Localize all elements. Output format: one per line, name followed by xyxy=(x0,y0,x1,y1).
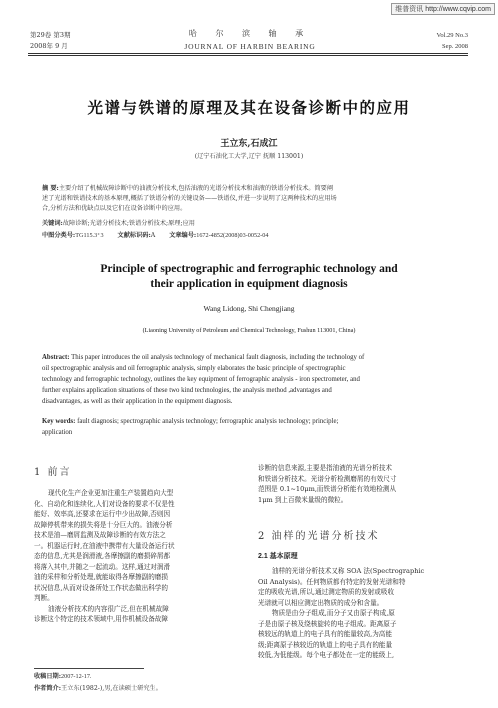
body-line: 化、自动化和连续化,人们对设备的要求不仅是性 xyxy=(34,499,175,508)
header-rule-thin xyxy=(28,55,468,56)
section-2-heading: 2 油样的光谱分析技术 xyxy=(258,531,380,542)
body-line: 油样的光谱分析技术又称 SOA 法(Spectrographic xyxy=(272,567,425,575)
abstract-en-line: further explains application situations of these two kind technologies, the analysis method ,advantages and xyxy=(42,387,332,394)
footnote-received xyxy=(34,672,91,681)
right-column-top xyxy=(258,463,468,505)
abstract-en-label: Abstract: xyxy=(42,354,70,361)
body-line: 一。机器运行时,在油液中携带有大量设备运行状 xyxy=(34,541,175,550)
keywords-cn-label: 关键词: xyxy=(42,220,63,227)
abstract-en-line: disadvantages, as well as their application in the equipment diagnosis. xyxy=(42,398,233,405)
abstract-cn-line: 述了光谱和铁谱技术的基本原理,概括了铁谱分析的关键设备——铁谱仪,并进一步说明了这两种技术的应用场 xyxy=(42,195,337,202)
received-date: 2007-12-17. xyxy=(61,673,92,680)
affiliation-cn: (辽宁石油化工大学,辽宁 抚顺 113001) xyxy=(194,153,304,160)
article-number: 1672-4852(2008)03-0052-04 xyxy=(196,232,269,239)
section-1-heading: 1 前言 xyxy=(34,467,72,478)
watermark: 维普资讯 http://www.cqvip.com xyxy=(391,3,495,15)
subsection-2-1-heading: 2.1 基本原理 xyxy=(258,553,298,560)
body-line: 故障停机带来的损失将是十分巨大的。油液分析 xyxy=(34,520,173,529)
authors-en: Wang Lidong, Shi Chengjiang xyxy=(203,304,295,313)
body-line: 现代化生产企业更加注重生产装置趋向大型 xyxy=(48,489,174,497)
body-line: 1μm 到上百微米量级的微粒。 xyxy=(258,495,348,504)
keywords-en xyxy=(42,416,462,438)
abstract-cn-line: 主要介绍了机械故障诊断中的油液分析技术,包括油液的光谱分析技术和油液的铁谱分析技术。简要阐 xyxy=(58,185,334,192)
body-line: 物质是由分子组成,而分子又由原子构成,原 xyxy=(272,609,395,617)
body-line: 诊断这个特定的技术领域中,用作机械设备故障 xyxy=(34,615,168,623)
title-en-line: their application in equipment diagnosis xyxy=(150,278,348,290)
clc-number: TG115.3⁺3 xyxy=(75,232,104,239)
author-bio: 王立东(1982-),男,在读硕士研究生。 xyxy=(61,685,162,692)
keywords-en-line: fault diagnosis; spectrographic analysis technology; ferrographic analysis technology; principle; xyxy=(77,418,339,425)
classification-line xyxy=(42,231,268,240)
body-line: 判断。 xyxy=(34,594,54,602)
body-line: 范围是 0.1~10μm,而铁谱分析能有效地检测从 xyxy=(258,485,397,493)
body-line: 核较远的轨道上的电子具有的能量较高,为高能 xyxy=(258,630,392,638)
keywords-cn xyxy=(42,219,195,228)
footnote-rule xyxy=(34,668,144,669)
header-rule xyxy=(28,53,468,54)
doc-code-label: 文献标识码: xyxy=(117,232,151,239)
abstract-en xyxy=(42,352,462,407)
subsection-2-1-body xyxy=(258,566,468,661)
body-line: 较低,为低能级。每个电子都处在一定的能级上, xyxy=(258,651,395,659)
doc-code: A xyxy=(150,232,156,239)
issue-info: 第29卷 第3期 xyxy=(30,31,71,39)
body-line: 光谱就可以相应测定出物质的成分和含量。 xyxy=(258,598,384,607)
title-en xyxy=(0,262,498,292)
issue-date-en: Sep. 2008 xyxy=(442,43,468,50)
journal-name-cn: 哈 尔 滨 轴 承 xyxy=(188,29,312,38)
body-line: 技术是油—磨屑监测及故障诊断的有效方法之 xyxy=(34,531,166,539)
abstract-en-line: oil spectrographic analysis and oil ferrographic analysis, simply elaborates the basic principle of spectrographic xyxy=(42,365,346,372)
title-cn: 光谱与铁谱的原理及其在设备诊断中的应用 xyxy=(87,98,411,117)
body-line: 和铁谱分析技术。光谱分析检测磨屑的有效尺寸 xyxy=(258,474,397,483)
section-1-body xyxy=(34,488,244,625)
abstract-en-line: technology and ferrographic technology, outlines the key equipment of ferrographic analysis - iron spectrometer, and xyxy=(42,376,360,383)
article-number-label: 文章编号: xyxy=(169,232,197,239)
keywords-cn-text: 故障诊断;光谱分析技术;铁谱分析技术;原理;应用 xyxy=(62,220,195,227)
journal-name-en: JOURNAL OF HARBIN BEARING xyxy=(184,42,316,51)
author-bio-label: 作者简介: xyxy=(34,685,62,692)
abstract-cn-label: 摘 要: xyxy=(42,185,59,192)
body-line: 定的吸收光谱,所以,通过测定物质的发射或吸收 xyxy=(258,588,395,596)
keywords-en-label: Key words: xyxy=(42,418,76,425)
body-line: Oil Analysis)。任何物质都有特定的发射光谱和特 xyxy=(258,577,406,586)
abstract-cn-line: 合,分析方法和优缺点以及它们在设备诊断中的应用。 xyxy=(42,205,187,212)
footnote-author xyxy=(34,684,162,693)
body-line: 子是由原子核及绕核旋转的电子组成。距离原子 xyxy=(258,619,397,628)
body-line: 能好、效率高,还要求在运行中少出故障,否则因 xyxy=(34,510,171,518)
received-label: 收稿日期: xyxy=(34,673,62,680)
body-line: 态的信息,尤其是润滑液,各摩擦副的磨损碎屑都 xyxy=(34,552,171,560)
title-en-line: Principle of spectrographic and ferrographic technology and xyxy=(100,263,398,275)
issue-date: 2008年 9 月 xyxy=(30,42,68,50)
clc-label: 中图分类号: xyxy=(42,232,76,239)
authors-cn: 王立东,石成江 xyxy=(220,139,278,149)
body-line: 将落入其中,并随之一起流动。这样,通过对润滑 xyxy=(34,562,171,571)
affiliation-en: (Liaoning University of Petroleum and Chemical Technology, Fushun 113001, China) xyxy=(142,327,356,334)
body-line: 级;距离原子核较近的轨道上的电子具有的能量 xyxy=(258,640,393,649)
body-line: 诊断的信息来源,主要是指油液的光谱分析技术 xyxy=(258,464,392,472)
volume-number: Vol.29 No.3 xyxy=(436,32,468,39)
body-line: 油液分析技术的内容很广泛,但在机械故障 xyxy=(48,604,169,613)
body-line: 状况信息,从而对设备所处工作状态做出科学的 xyxy=(34,583,168,592)
abstract-cn xyxy=(42,184,462,214)
abstract-en-line: This paper introduces the oil analysis technology of mechanical fault diagnosis, including the technology of xyxy=(71,354,365,361)
keywords-en-line: application xyxy=(42,429,73,436)
body-line: 油的采样和分析处理,就能取得各摩擦副的磨损 xyxy=(34,573,168,581)
